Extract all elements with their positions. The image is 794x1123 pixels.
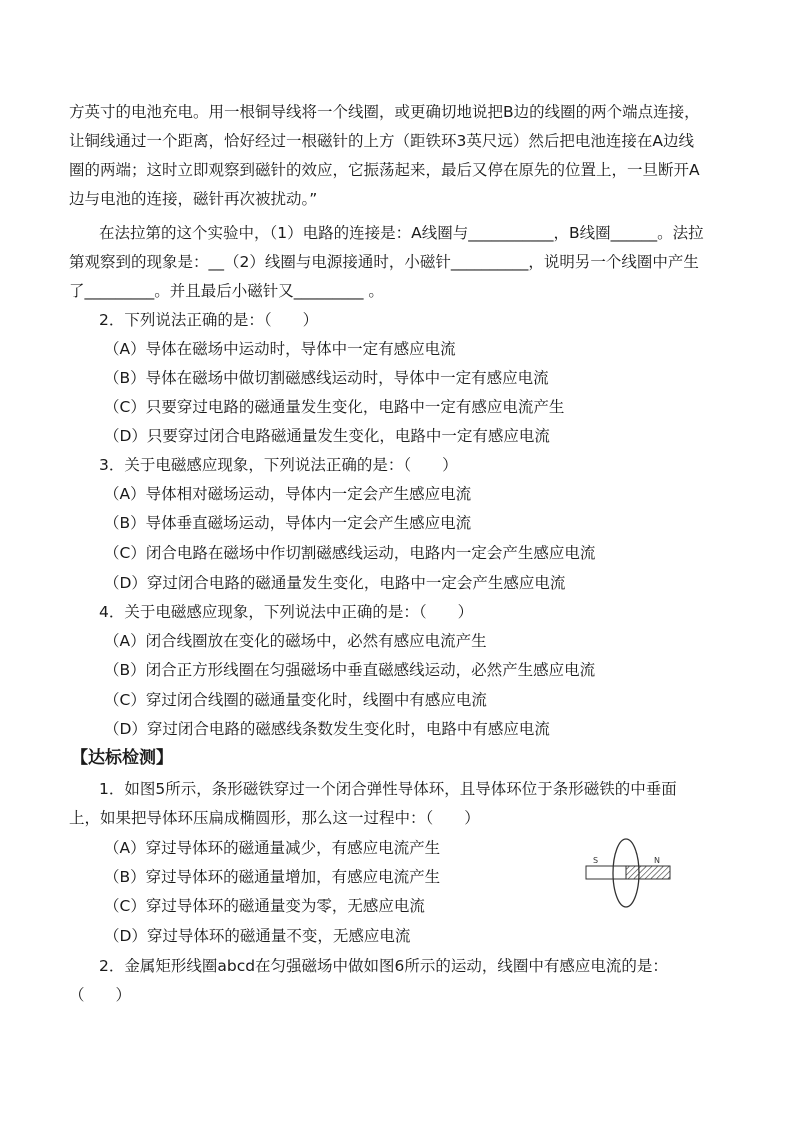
fill-line-2: 第观察到的现象是：__（2）线圈与电源接通时，小磁针__________，说明另一个线圈中产生 xyxy=(69,253,699,271)
intro-line-4: 边与电池的连接，磁针再次被扰动。” xyxy=(69,190,318,208)
check-q1-option-d: （D）穿过导体环的磁通量不变，无感应电流 xyxy=(104,927,411,945)
section-heading: 【达标检测】 xyxy=(71,748,173,768)
question-3-stem: 3．关于电磁感应现象，下列说法正确的是：（ ） xyxy=(99,456,458,474)
intro-line-2: 让铜线通过一个距离，恰好经过一根磁针的上方（距铁环3英尺远）然后把电池连接在A边线 xyxy=(69,132,694,150)
question-2-option-c: （C）只要穿过电路的磁通量发生变化，电路中一定有感应电流产生 xyxy=(104,398,565,416)
question-4-option-a: （A）闭合线圈放在变化的磁场中，必然有感应电流产生 xyxy=(104,632,487,650)
magnet-ring-figure xyxy=(580,836,680,912)
check-q1-option-b: （B）穿过导体环的磁通量增加，有感应电流产生 xyxy=(104,868,441,886)
fill-line-3: 了_________。并且最后小磁针又_________ 。 xyxy=(69,282,384,300)
magnet-south-half xyxy=(586,866,626,879)
south-pole-label: S xyxy=(593,856,599,865)
magnet-north-half xyxy=(626,866,670,879)
question-3-option-a: （A）导体相对磁场运动，导体内一定会产生感应电流 xyxy=(104,485,472,503)
question-4-option-c: （C）穿过闭合线圈的磁通量变化时，线圈中有感应电流 xyxy=(104,691,487,709)
check-q2-stem-line-2: （ ） xyxy=(69,986,132,1004)
north-pole-label: N xyxy=(654,856,660,865)
question-4-option-b: （B）闭合正方形线圈在匀强磁场中垂直磁感线运动，必然产生感应电流 xyxy=(104,661,596,679)
check-q1-stem-line-2: 上，如果把导体环压扁成椭圆形，那么这一过程中：（ ） xyxy=(69,809,480,827)
question-3-option-b: （B）导体垂直磁场运动，导体内一定会产生感应电流 xyxy=(104,514,472,532)
question-2-option-b: （B）导体在磁场中做切割磁感线运动时，导体中一定有感应电流 xyxy=(104,369,549,387)
question-3-option-c: （C）闭合电路在磁场中作切割磁感线运动，电路内一定会产生感应电流 xyxy=(104,544,596,562)
question-4-stem: 4．关于电磁感应现象，下列说法中正确的是：（ ） xyxy=(99,603,474,621)
question-2-option-a: （A）导体在磁场中运动时，导体中一定有感应电流 xyxy=(104,340,456,358)
fill-line-1: 在法拉第的这个实验中，（1）电路的连接是：A线圈与___________，B线圈______。法拉 xyxy=(99,224,704,242)
question-3-option-d: （D）穿过闭合电路的磁通量发生变化，电路中一定会产生感应电流 xyxy=(104,574,566,592)
check-q1-option-c: （C）穿过导体环的磁通量变为零，无感应电流 xyxy=(104,897,425,915)
question-4-option-d: （D）穿过闭合电路的磁感线条数发生变化时，电路中有感应电流 xyxy=(104,720,550,738)
question-2-stem: 2．下列说法正确的是：（ ） xyxy=(99,311,319,329)
check-q1-option-a: （A）穿过导体环的磁通量减少，有感应电流产生 xyxy=(104,839,441,857)
check-q1-stem-line-1: 1．如图5所示，条形磁铁穿过一个闭合弹性导体环，且导体环位于条形磁铁的中垂面 xyxy=(99,780,677,798)
check-q2-stem-line-1: 2．金属矩形线圈abcd在匀强磁场中做如图6所示的运动，线圈中有感应电流的是： xyxy=(99,957,668,975)
intro-line-3: 圈的两端；这时立即观察到磁针的效应，它振荡起来，最后又停在原先的位置上，一旦断开A xyxy=(69,161,700,179)
question-2-option-d: （D）只要穿过闭合电路磁通量发生变化，电路中一定有感应电流 xyxy=(104,427,550,445)
intro-line-1: 方英寸的电池充电。用一根铜导线将一个线圈，或更确切地说把B边的线圈的两个端点连接， xyxy=(69,103,700,121)
